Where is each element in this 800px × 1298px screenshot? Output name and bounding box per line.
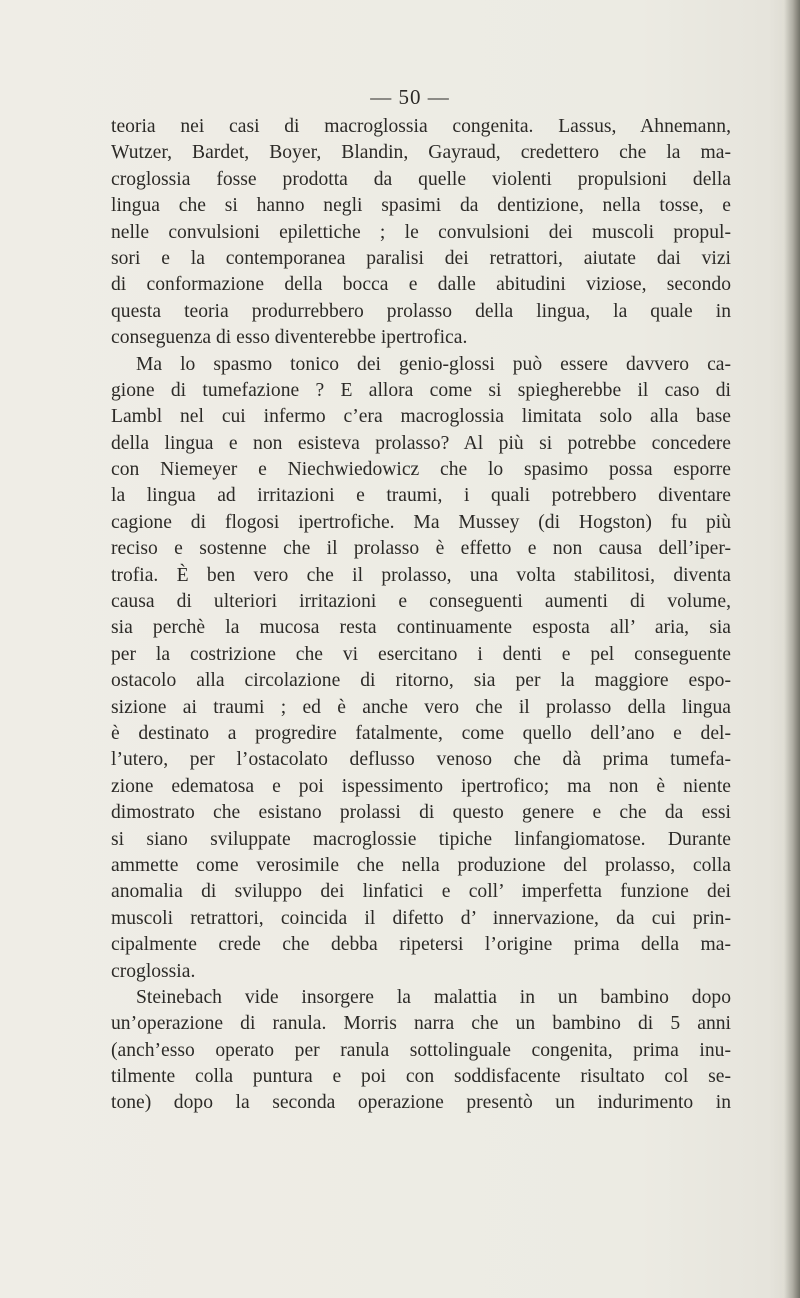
text-line: di conformazione della bocca e dalle abitudini viziose, secondo xyxy=(111,274,731,296)
text-line: ammette come verosimile che nella produzione del prolasso, colla xyxy=(111,854,731,876)
text-line: dimostrato che esistano prolassi di questo genere e che da essi xyxy=(111,802,731,824)
text-line: la lingua ad irritazioni e traumi, i quali potrebbero diventare xyxy=(111,485,731,507)
text-line: un’operazione di ranula. Morris narra che un bambino di 5 anni xyxy=(111,1013,731,1035)
text-line: reciso e sostenne che il prolasso è effetto e non causa dell’iper- xyxy=(111,538,731,560)
text-line: (anch’esso operato per ranula sottolinguale congenita, prima inu- xyxy=(111,1039,731,1061)
text-line: tilmente colla puntura e poi con soddisfacente risultato col se- xyxy=(111,1066,731,1088)
text-line: con Niemeyer e Niechwiedowicz che lo spasimo possa esporre xyxy=(111,459,731,481)
text-line: sia perchè la mucosa resta continuamente esposta all’ aria, sia xyxy=(111,617,731,639)
text-line: muscoli retrattori, coincida il difetto d’ innervazione, da cui prin- xyxy=(111,907,731,929)
text-line: della lingua e non esisteva prolasso? Al più si potrebbe concedere xyxy=(111,432,731,454)
text-line: questa teoria produrrebbero prolasso della lingua, la quale in xyxy=(111,300,731,322)
text-line: causa di ulteriori irritazioni e conseguenti aumenti di volume, xyxy=(111,591,731,613)
text-line: cagione di flogosi ipertrofiche. Ma Mussey (di Hogston) fu più xyxy=(111,511,731,533)
text-line: Wutzer, Bardet, Boyer, Blandin, Gayraud, credettero che la ma- xyxy=(111,142,731,164)
text-line: Steinebach vide insorgere la malattia in un bambino dopo xyxy=(136,986,731,1008)
page-number: — 50 — xyxy=(370,85,450,109)
text-line: trofia. È ben vero che il prolasso, una volta stabilitosi, diventa xyxy=(111,564,731,586)
text-line: croglossia. xyxy=(111,960,196,982)
text-line: l’utero, per l’ostacolato deflusso venoso che dà prima tumefa- xyxy=(111,749,731,771)
text-line: ostacolo alla circolazione di ritorno, sia per la maggiore espo- xyxy=(111,670,731,692)
text-line: è destinato a progredire fatalmente, come quello dell’ano e del- xyxy=(111,722,731,744)
text-line: zione edematosa e poi ispessimento ipertrofico; ma non è niente xyxy=(111,775,731,797)
body-text xyxy=(111,114,731,1117)
text-line: si siano sviluppate macroglossie tipiche linfangiomatose. Durante xyxy=(111,828,731,850)
text-line: teoria nei casi di macroglossia congenita. Lassus, Ahnemann, xyxy=(111,116,731,137)
text-line: cipalmente crede che debba ripetersi l’origine prima della ma- xyxy=(111,934,731,956)
text-line: croglossia fosse prodotta da quelle violenti propulsioni della xyxy=(111,168,731,190)
text-line: Lambl nel cui infermo c’era macroglossia limitata solo alla base xyxy=(111,406,731,428)
text-line: sizione ai traumi ; ed è anche vero che il prolasso della lingua xyxy=(111,696,731,718)
text-line: tone) dopo la seconda operazione presentò un indurimento in xyxy=(111,1092,731,1114)
text-line: lingua che si hanno negli spasimi da dentizione, nella tosse, e xyxy=(111,195,731,217)
text-line: Ma lo spasmo tonico dei genio-glossi può essere davvero ca- xyxy=(136,353,731,375)
text-line: nelle convulsioni epilettiche ; le convulsioni dei muscoli propul- xyxy=(111,221,731,243)
text-line: anomalia di sviluppo dei linfatici e coll’ imperfetta funzione dei xyxy=(111,881,731,903)
page-edge-shadow xyxy=(784,0,800,1298)
text-line: gione di tumefazione ? E allora come si spiegherebbe il caso di xyxy=(111,379,731,401)
text-line: sori e la contemporanea paralisi dei retrattori, aiutate dai vizi xyxy=(111,247,731,269)
text-line: per la costrizione che vi esercitano i denti e pel conseguente xyxy=(111,643,731,665)
text-line: conseguenza di esso diventerebbe ipertrofica. xyxy=(111,327,468,349)
